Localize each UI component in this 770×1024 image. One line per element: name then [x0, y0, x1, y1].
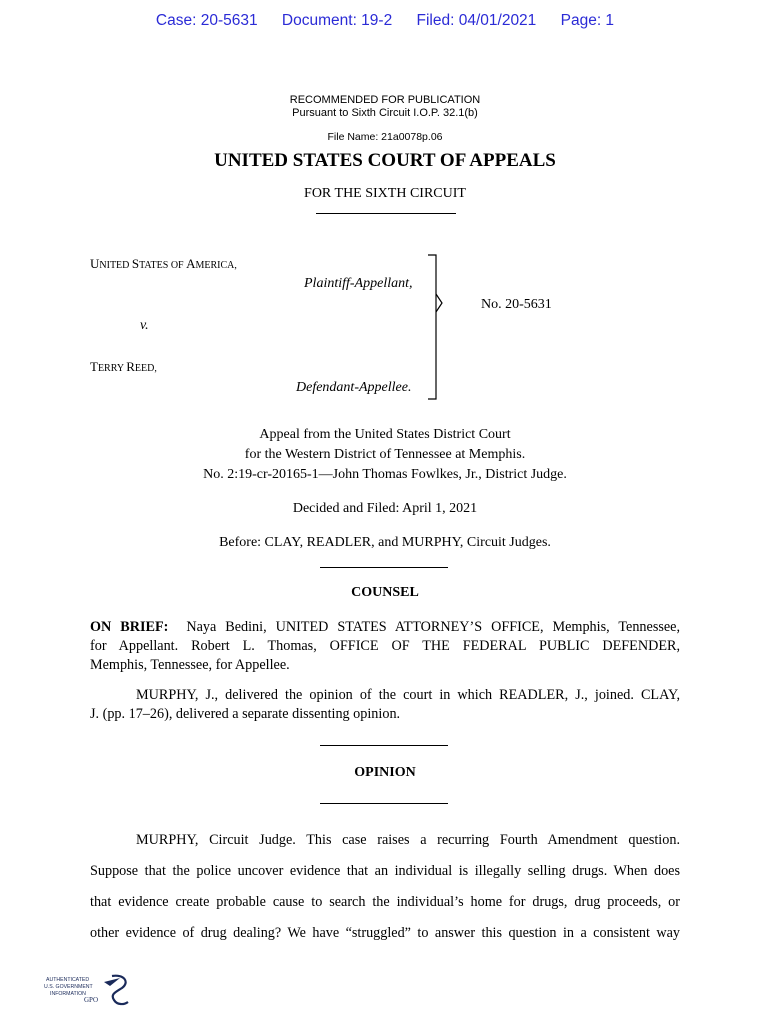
panel-judges: Before: CLAY, READLER, and MURPHY, Circuit Judges. [219, 535, 551, 550]
case-number-stamp: Case: 20-5631 [155, 12, 258, 29]
title-divider [316, 213, 456, 214]
filed-date-stamp: Filed: 04/01/2021 [416, 12, 537, 29]
on-brief-label: ON BRIEF: [90, 619, 169, 635]
authorship-paragraph [90, 686, 680, 724]
counsel-line-3: Memphis, Tennessee, for Appellee. [90, 657, 290, 673]
counsel-line-1: Naya Bedini, UNITED STATES ATTORNEY’S OFFICE, Memphis, Tennessee, [168, 619, 680, 635]
counsel-heading: COUNSEL [351, 585, 419, 600]
opinion-line-1: MURPHY, Circuit Judge. This case raises a recurring Fourth Amendment question. [136, 832, 680, 848]
gpo-authentication-logo [44, 972, 134, 1012]
filing-stamp [0, 12, 770, 30]
appeal-line-3: No. 2:19-cr-20165-1—John Thomas Fowlkes, Jr., District Judge. [203, 467, 567, 482]
defendant-role: Defendant-Appellee. [296, 380, 412, 395]
opinion-line-2: Suppose that the police uncover evidence that an individual is illegally selling drugs. When does [90, 863, 680, 879]
plaintiff-role: Plaintiff-Appellant, [304, 276, 413, 291]
page-number-stamp: Page: 1 [560, 12, 615, 29]
opinion-line-4: other evidence of drug dealing? We have “struggled” to answer this question in a consistent way [90, 925, 680, 941]
file-name: File Name: 21a0078p.06 [327, 131, 443, 143]
authorship-line-1: MURPHY, J., delivered the opinion of the court in which READLER, J., joined. CLAY, [136, 687, 680, 703]
document-number-stamp: Document: 19-2 [281, 12, 393, 29]
gpo-logo-line-3: INFORMATION [50, 991, 86, 997]
docket-number: No. 20-5631 [481, 297, 552, 312]
circuit-name: FOR THE SIXTH CIRCUIT [304, 186, 466, 201]
caption-bracket [426, 254, 446, 402]
appeal-line-2: for the Western District of Tennessee at Memphis. [244, 447, 526, 462]
publication-recommendation: RECOMMENDED FOR PUBLICATION [289, 94, 481, 106]
opinion-line-3: that evidence create probable cause to search the individual’s home for drugs, drug proceeds, or [90, 894, 680, 910]
gpo-logo-line-2: U.S. GOVERNMENT [44, 984, 93, 990]
counsel-line-2: for Appellant. Robert L. Thomas, OFFICE OF THE FEDERAL PUBLIC DEFENDER, [90, 638, 680, 654]
publication-rule: Pursuant to Sixth Circuit I.O.P. 32.1(b) [292, 107, 478, 119]
opinion-heading: OPINION [354, 765, 416, 780]
gpo-logo-line-4: GPO [84, 996, 99, 1004]
opinion-divider-bottom [320, 803, 448, 804]
court-title: UNITED STATES COURT OF APPEALS [214, 150, 556, 171]
counsel-divider-top [320, 567, 448, 568]
versus: v. [140, 318, 149, 333]
opinion-paragraph [90, 825, 680, 949]
authorship-line-2: J. (pp. 17–26), delivered a separate dissenting opinion. [90, 706, 401, 722]
counsel-paragraph [90, 618, 680, 675]
gpo-logo-line-1: AUTHENTICATED [46, 977, 90, 983]
opinion-divider-top [320, 745, 448, 746]
plaintiff-name: UNITED STATES OF AMERICA, [90, 256, 237, 271]
appeal-line-1: Appeal from the United States District Court [259, 427, 511, 442]
defendant-name: TERRY REED, [90, 359, 157, 374]
decided-date: Decided and Filed: April 1, 2021 [292, 501, 478, 516]
